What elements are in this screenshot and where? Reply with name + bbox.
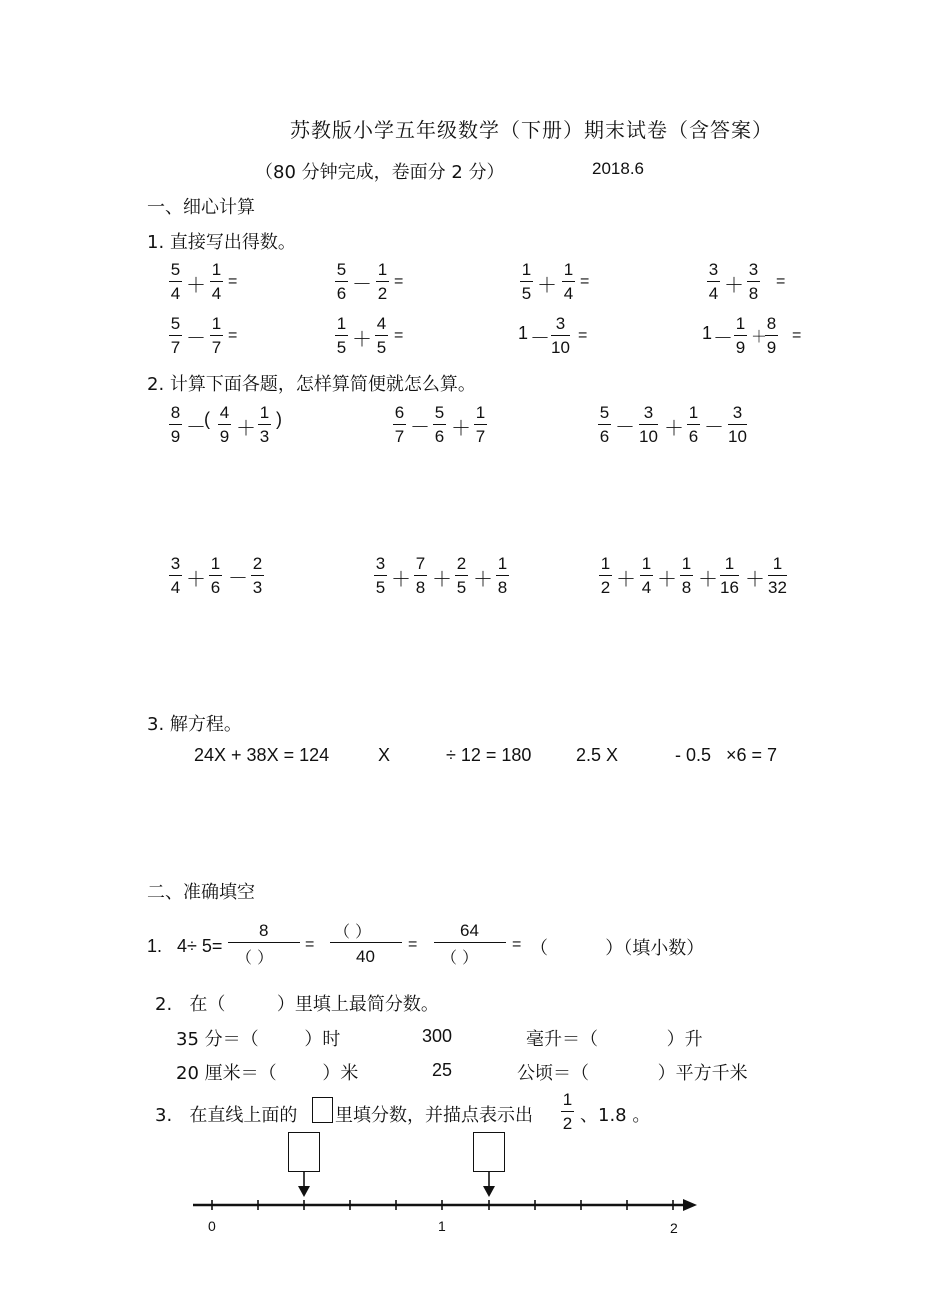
fraction: 3 4: [170, 554, 181, 597]
subtitle: （80 分钟完成，卷面分 2 分）: [255, 162, 505, 183]
section1-heading: 一、细心计算: [147, 197, 255, 218]
plus-sign: ＋: [186, 275, 206, 297]
fraction: 5 7: [170, 314, 181, 357]
section2-heading: 二、准确填空: [147, 882, 255, 903]
fraction: 2 3: [252, 554, 263, 597]
equals-sign: =: [305, 936, 315, 953]
q1-label: 1. 直接写出得数。: [147, 232, 296, 253]
fill-q3-suffix: 、1.8 。: [580, 1105, 651, 1126]
fraction: 1 8: [497, 554, 508, 597]
fill-q1-prefix: 1. 4÷ 5=: [147, 936, 223, 956]
fraction: 1 16: [720, 554, 739, 597]
minus-sign: －: [530, 328, 550, 350]
left-paren: (: [204, 409, 210, 429]
fraction-bar: [434, 942, 506, 943]
plus-sign: ＋: [657, 569, 677, 591]
plus-sign: ＋: [537, 275, 557, 297]
fraction: 8 9: [170, 403, 181, 446]
fraction: 1 2: [562, 1090, 573, 1133]
fraction: 4 9: [219, 403, 230, 446]
fraction: 1 5: [336, 314, 347, 357]
equals-sign: =: [580, 273, 590, 290]
minus-sign: －: [186, 417, 206, 439]
fraction-bar: [228, 942, 300, 943]
plus-sign: ＋: [664, 418, 684, 440]
fraction: 1 9: [735, 314, 746, 357]
fraction: 2 5: [456, 554, 467, 597]
plus-sign: ＋: [236, 418, 256, 440]
fill-q1-blank: （ ）: [334, 922, 372, 941]
axis-label-1: 1: [438, 1218, 446, 1234]
fraction: 1 6: [688, 403, 699, 446]
fill-q1-num: 64: [460, 921, 479, 940]
equals-sign: =: [228, 327, 238, 344]
equals-sign: =: [792, 327, 802, 344]
minus-sign: －: [228, 568, 248, 590]
fill-q2-label: 2. 在（ ）里填上最简分数。: [155, 994, 439, 1015]
fraction: 4 5: [376, 314, 387, 357]
fraction: 3 10: [728, 403, 747, 446]
fill-q1-num: 8: [259, 921, 269, 940]
equals-sign: =: [394, 273, 404, 290]
q2-label: 2. 计算下面各题，怎样算简便就怎么算。: [147, 374, 476, 395]
number-line: [0, 1160, 950, 1240]
axis-label-2: 2: [670, 1220, 678, 1236]
fraction: 5 6: [599, 403, 610, 446]
plus-sign: ＋: [745, 569, 765, 591]
fraction: 1 5: [521, 260, 532, 303]
equation-2-x: X: [378, 745, 391, 765]
plus-sign: ＋: [698, 569, 718, 591]
fraction: 1 4: [563, 260, 574, 303]
fraction: 5 6: [336, 260, 347, 303]
axis-label-0: 0: [208, 1218, 216, 1234]
number-one: 1: [702, 323, 713, 343]
minus-sign: －: [410, 417, 430, 439]
minus-sign: －: [352, 274, 372, 296]
fill-q2-line1c: 毫升＝（ ）升: [526, 1029, 703, 1050]
fraction: 7 8: [415, 554, 426, 597]
equals-sign: =: [512, 936, 522, 953]
fraction-bar: [330, 942, 402, 943]
fraction: 1 3: [259, 403, 270, 446]
equation-3-x: 2.5 X: [576, 745, 619, 765]
plus-sign: ＋: [451, 418, 471, 440]
fraction: 3 10: [551, 314, 570, 357]
fraction: 3 10: [639, 403, 658, 446]
fill-q1-den: 40: [356, 947, 375, 966]
equation-2-rest: ÷ 12 = 180: [446, 745, 532, 765]
answer-box[interactable]: [312, 1097, 333, 1123]
fraction: 3 8: [748, 260, 759, 303]
plus-sign: ＋: [616, 569, 636, 591]
minus-sign: －: [704, 417, 724, 439]
fill-q2-line1b: 300: [422, 1026, 453, 1046]
plus-sign: ＋: [473, 569, 493, 591]
plus-sign: ＋: [391, 569, 411, 591]
equals-sign: =: [776, 273, 786, 290]
fraction: 3 4: [708, 260, 719, 303]
fill-q3-prefix: 3. 在直线上面的: [155, 1105, 298, 1126]
minus-sign: －: [615, 417, 635, 439]
fraction: 5 6: [434, 403, 445, 446]
page-title: 苏教版小学五年级数学（下册）期末试卷（含答案）: [290, 118, 773, 142]
equals-sign: =: [408, 936, 418, 953]
equals-sign: =: [578, 327, 588, 344]
fraction: 3 5: [375, 554, 386, 597]
fill-q2-line2c: 公顷＝（ ）平方千米: [517, 1063, 748, 1084]
equation-1: 24X + 38X = 124: [194, 745, 330, 765]
fraction: 1 32: [768, 554, 787, 597]
minus-sign: －: [713, 328, 733, 350]
fraction: 6 7: [394, 403, 405, 446]
fill-q1-blank: （ ）: [441, 948, 479, 967]
fraction: 5 4: [170, 260, 181, 303]
fill-q1-suffix: （ ）（填小数）: [530, 938, 705, 959]
right-paren: ): [276, 409, 282, 429]
fraction: 1 8: [681, 554, 692, 597]
equals-sign: =: [394, 327, 404, 344]
plus-sign: ＋: [432, 569, 452, 591]
fill-q3-middle: 里填分数，并描点表示出: [335, 1105, 533, 1126]
exam-date: 2018.6: [592, 159, 644, 178]
fraction: 1 6: [210, 554, 221, 597]
fraction: 1 4: [211, 260, 222, 303]
equation-3-rest: - 0.5 ×6 = 7: [675, 745, 778, 765]
fill-q2-line1a: 35 分＝（ ）时: [176, 1029, 341, 1050]
fill-q2-line2a: 20 厘米＝（ ）米: [176, 1063, 359, 1084]
fraction: 1 2: [600, 554, 611, 597]
plus-sign: ＋: [352, 329, 372, 351]
fill-q2-line2b: 25: [432, 1060, 453, 1080]
plus-sign: ＋: [724, 275, 744, 297]
fraction: 8 9: [766, 314, 777, 357]
fraction: 1 7: [475, 403, 486, 446]
plus-sign: ＋: [751, 329, 768, 346]
plus-sign: ＋: [186, 569, 206, 591]
equals-sign: =: [228, 273, 238, 290]
q3-label: 3. 解方程。: [147, 714, 242, 735]
fill-q1-blank: （ ）: [236, 948, 274, 967]
minus-sign: －: [186, 328, 206, 350]
fraction: 1 4: [641, 554, 652, 597]
fraction: 1 7: [211, 314, 222, 357]
number-one: 1: [518, 323, 529, 343]
fraction: 1 2: [377, 260, 388, 303]
